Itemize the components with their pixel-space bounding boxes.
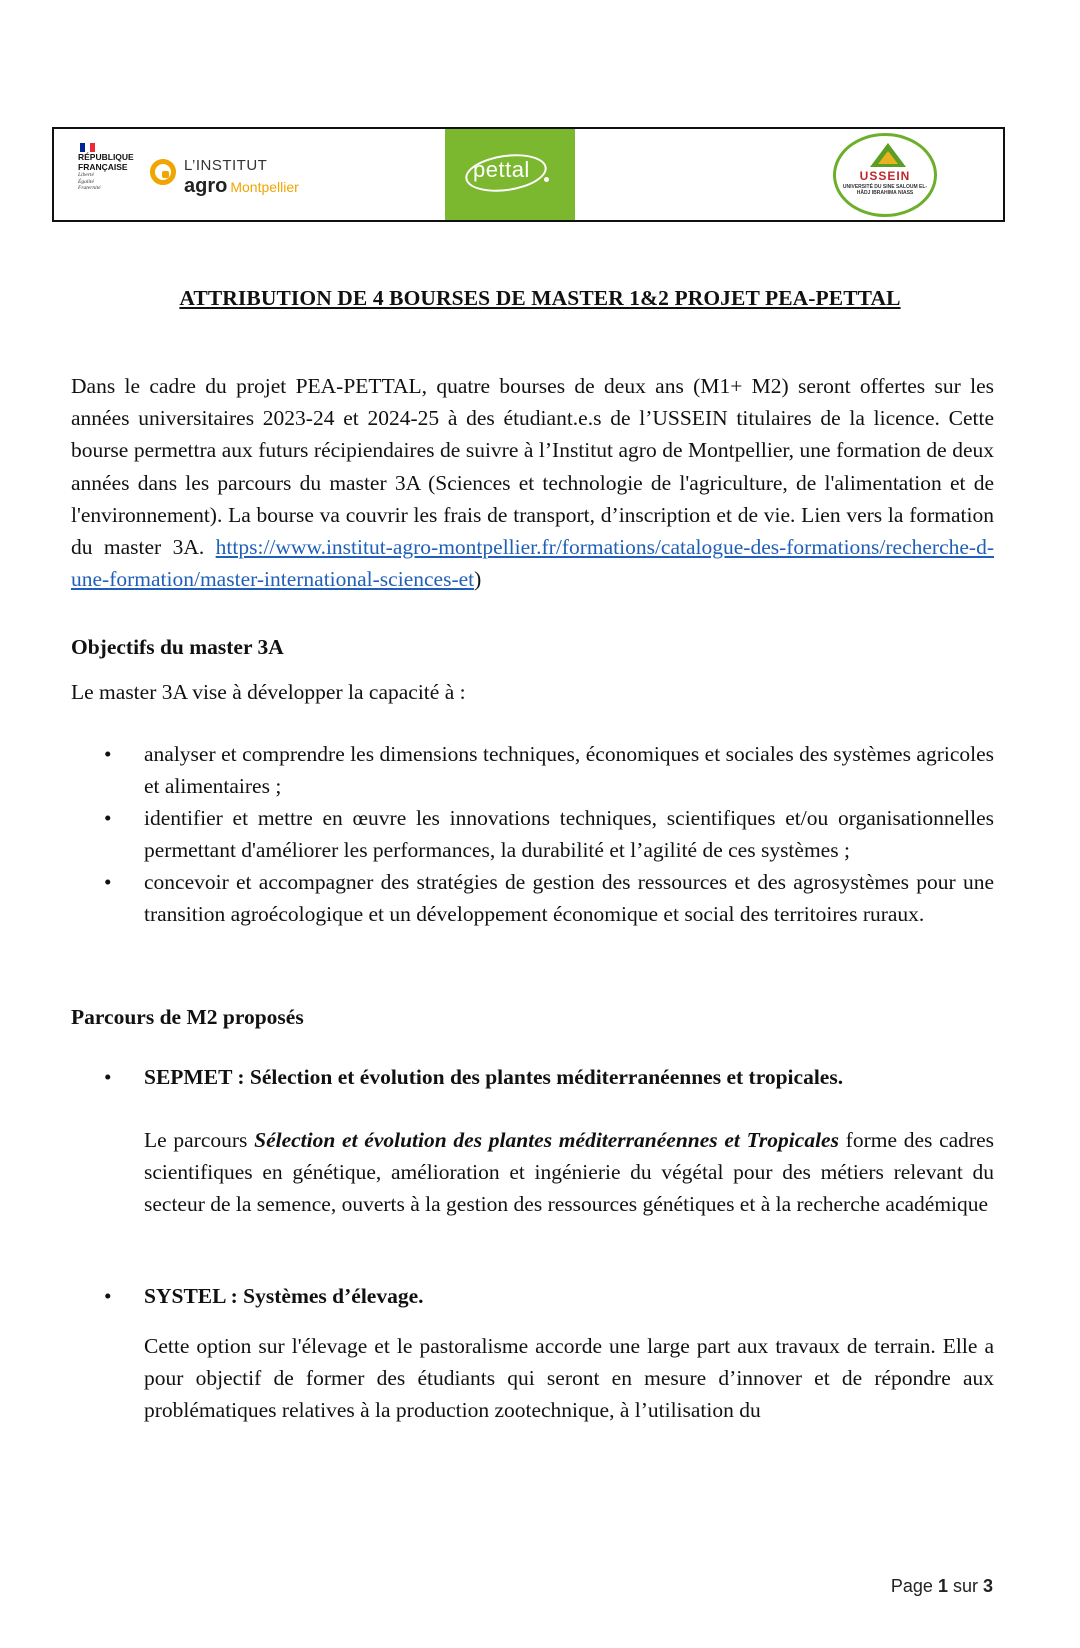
sepmet-emphasis: Sélection et évolution des plantes méditerranéennes et Tropicales [254,1128,839,1152]
motto-liberte: Liberté [78,172,94,178]
intro-after-link: ) [474,567,482,592]
intro-paragraph [71,370,994,595]
agro-top-text: L’INSTITUT [184,157,268,174]
list-item: • identifier et mettre en œuvre les innovations techniques, scientifiques et/ou organisationnelles permettant d'améliorer les performances, la durabilité et l’agilité de ces systèmes ; [71,802,994,866]
institut-agro-logo [150,153,320,203]
french-flag-icon [80,143,95,152]
ussein-logo [833,133,937,217]
pettal-dot-icon [544,177,549,182]
pettal-logo [445,129,575,220]
ussein-name: USSEIN [859,169,911,183]
motto-fraternite: Fraternité [78,185,101,191]
objectifs-list [71,738,994,930]
ussein-subtitle: UNIVERSITÉ DU SINE SALOUM EL-HÂDJ IBRAHIMA NIASS [842,184,928,196]
ussein-sun-icon [878,151,898,164]
sepmet-paragraph [144,1124,994,1221]
page-current: 1 [937,1576,948,1596]
objectifs-heading: Objectifs du master 3A [71,635,284,659]
list-item: • analyser et comprendre les dimensions techniques, économiques et sociales des systèmes agricoles et alimentaires ; [71,738,994,802]
republique-francaise-logo [78,143,138,192]
master-3a-link[interactable]: https://www.institut-agro-montpellier.fr/formations/catalogue-des-formations/recherche-d-une-formation/master-international-sciences-et [71,535,994,592]
parcours-heading: Parcours de M2 proposés [71,1005,304,1029]
logo-banner [52,127,1005,222]
intro-text: Dans le cadre du projet PEA-PETTAL, quatre bourses de deux ans (M1+ M2) seront offertes sur les années universitaires 2023-24 et 2024-25 à des étudiant.e.s de l’USSEIN titulaires de la licence. Cette bourse permettra aux futurs récipiendaires de suivre à l’Institut agro de Montpellier, une formation de deux années dans les parcours du master 3A (Sciences et technologie de l'agriculture, de l'alimentation et de l'environnement). La bourse va couvrir les frais de transport, d’inscription et de vie. Lien vers la formation du master 3A. [71,374,994,560]
sepmet-lead: Le parcours [144,1128,255,1152]
document-title: ATTRIBUTION DE 4 BOURSES DE MASTER 1&2 PROJET PEA-PETTAL [179,286,901,310]
agro-bottom-text [184,175,299,198]
list-item: • concevoir et accompagner des stratégies de gestion des ressources et des agrosystèmes pour une transition agroécologique et un développement économique et social des territoires ruraux. [71,866,994,930]
sepmet-rest: forme des cadres scientifiques en génétique, amélioration et ingénierie du végétal pour des métiers relevant du secteur de la semence, ouverts à la gestion des ressources génétiques et à la recherche académique [144,1128,994,1217]
sepmet-title: • SEPMET : Sélection et évolution des plantes méditerranéennes et tropicales. [71,1065,994,1090]
page-middle: sur [947,1576,983,1596]
pettal-text: pettal [473,157,530,182]
motto-egalite: Égalité [78,178,94,185]
republique-line-2: FRANÇAISE [78,162,128,172]
agro-o-icon [150,159,176,185]
page-number [891,1576,993,1597]
agro-word: agro [184,175,228,197]
agro-city: Montpellier [230,179,299,195]
page-total: 3 [982,1576,993,1596]
republique-line-1: RÉPUBLIQUE [78,152,134,162]
systel-title: • SYSTEL : Systèmes d’élevage. [71,1284,994,1309]
page-prefix: Page [890,1576,938,1596]
objectifs-lead: Le master 3A vise à développer la capacité à : [71,680,466,704]
systel-paragraph: Cette option sur l'élevage et le pastoralisme accorde une large part aux travaux de terrain. Elle a pour objectif de former des étudiants qui seront en mesure d’innover et de répondre aux problématiques relatives à la production zootechnique, à l’utilisation du [144,1334,994,1423]
